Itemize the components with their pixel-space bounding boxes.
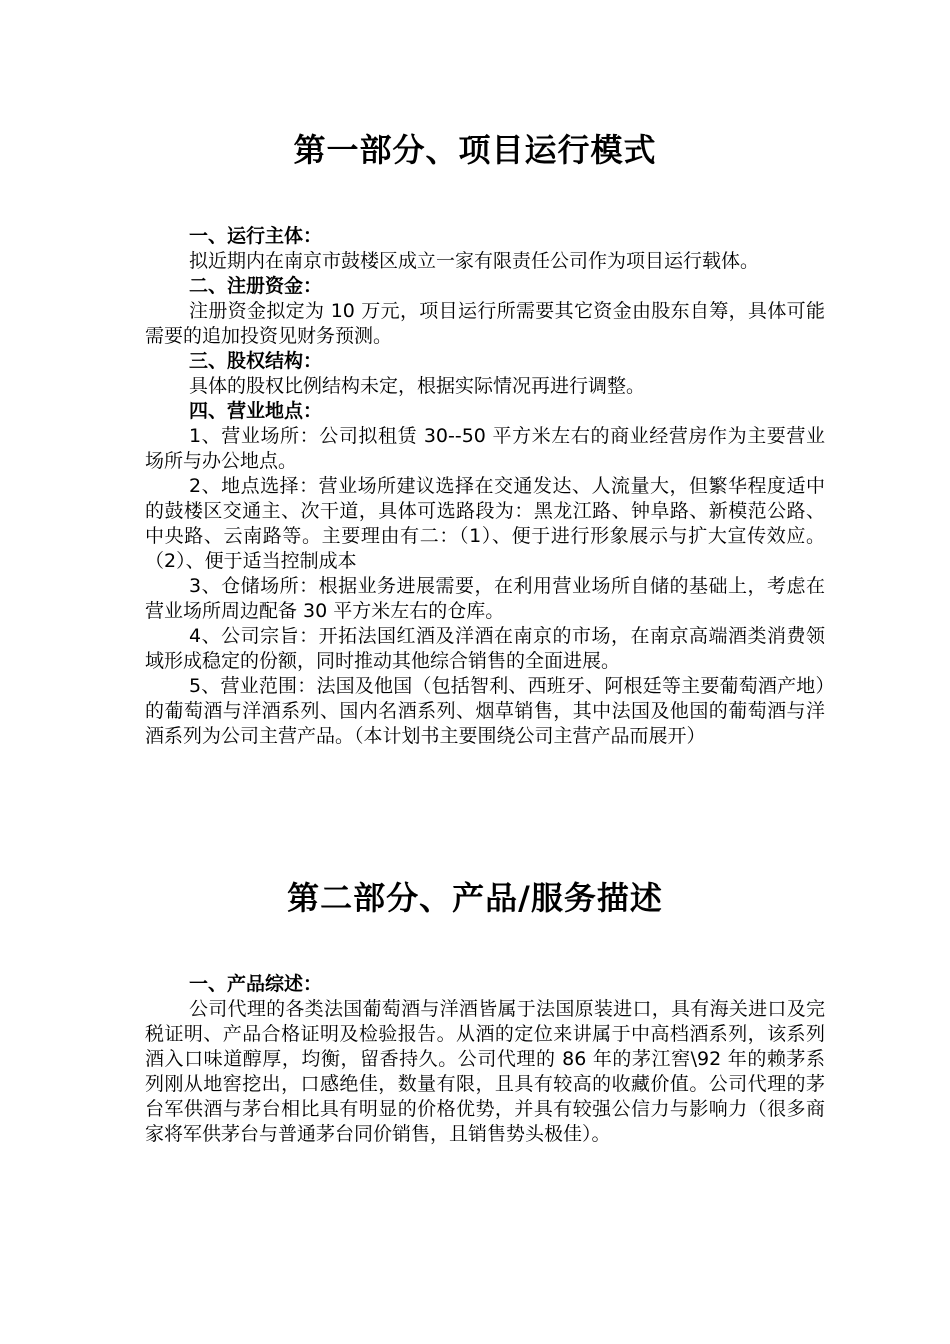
section-text-product-overview: 公司代理的各类法国葡萄酒与洋酒皆属于法国原装进口，具有海关进口及完税证明、产品合格证明及检验报告。从酒的定位来讲属于中高档酒系列，该系列酒入口味道醇厚，均衡，留香持久。公司代理的 86 年的茅江窖\92 年的赖茅系列刚从地窖挖出，口感绝佳，数量有限，且具有较高的收藏价值。公司代理的茅台军供酒与茅台相比具有明显的价格优势，并具有较强公信力与影响力（很多商家将军供茅台与普通茅台同价销售，且销售势头极佳）。 [145, 998, 825, 1145]
part1-body [145, 224, 825, 749]
part2-body [145, 972, 825, 1147]
location-item-storage: 3、仓储场所：根据业务进展需要，在利用营业场所自储的基础上，考虑在营业场所周边配备 30 平方米左右的仓库。 [145, 575, 825, 622]
part1-title: 第一部分、项目运行模式 [293, 131, 657, 169]
section-heading-business-location: 四、营业地点： [189, 400, 323, 422]
section-heading-registered-capital: 二、注册资金： [189, 275, 323, 297]
section-text-equity-structure: 具体的股权比例结构未定，根据实际情况再进行调整。 [189, 375, 646, 397]
section-heading-operating-entity: 一、运行主体： [189, 225, 323, 247]
section-text-registered-capital: 注册资金拟定为 10 万元，项目运行所需要其它资金由股东自筹，具体可能需要的追加投资见财务预测。 [145, 300, 825, 347]
section-heading-equity-structure: 三、股权结构： [189, 350, 323, 372]
location-item-site-selection: 2、地点选择：营业场所建议选择在交通发达、人流量大，但繁华程度适中的鼓楼区交通主、次干道，具体可选路段为：黑龙江路、钟阜路、新模范公路、中央路、云南路等。主要理由有二：（1）、便于进行形象展示与扩大宣传效应。（2）、便于适当控制成本 [145, 475, 825, 572]
part2-title: 第二部分、产品/服务描述 [287, 879, 663, 917]
location-item-business-premises: 1、营业场所：公司拟租赁 30--50 平方米左右的商业经营房作为主要营业场所与办公地点。 [145, 425, 825, 472]
location-item-company-purpose: 4、公司宗旨：开拓法国红酒及洋酒在南京的市场，在南京高端酒类消费领域形成稳定的份额，同时推动其他综合销售的全面进展。 [145, 625, 825, 672]
section-text-operating-entity: 拟近期内在南京市鼓楼区成立一家有限责任公司作为项目运行载体。 [189, 250, 760, 272]
location-item-business-scope: 5、营业范围：法国及他国（包括智利、西班牙、阿根廷等主要葡萄酒产地）的葡萄酒与洋酒系列、国内名酒系列、烟草销售，其中法国及他国的葡萄酒与洋酒系列为公司主营产品。（本计划书主要围绕公司主营产品而展开） [145, 675, 825, 747]
section-heading-product-overview: 一、产品综述： [189, 973, 323, 995]
